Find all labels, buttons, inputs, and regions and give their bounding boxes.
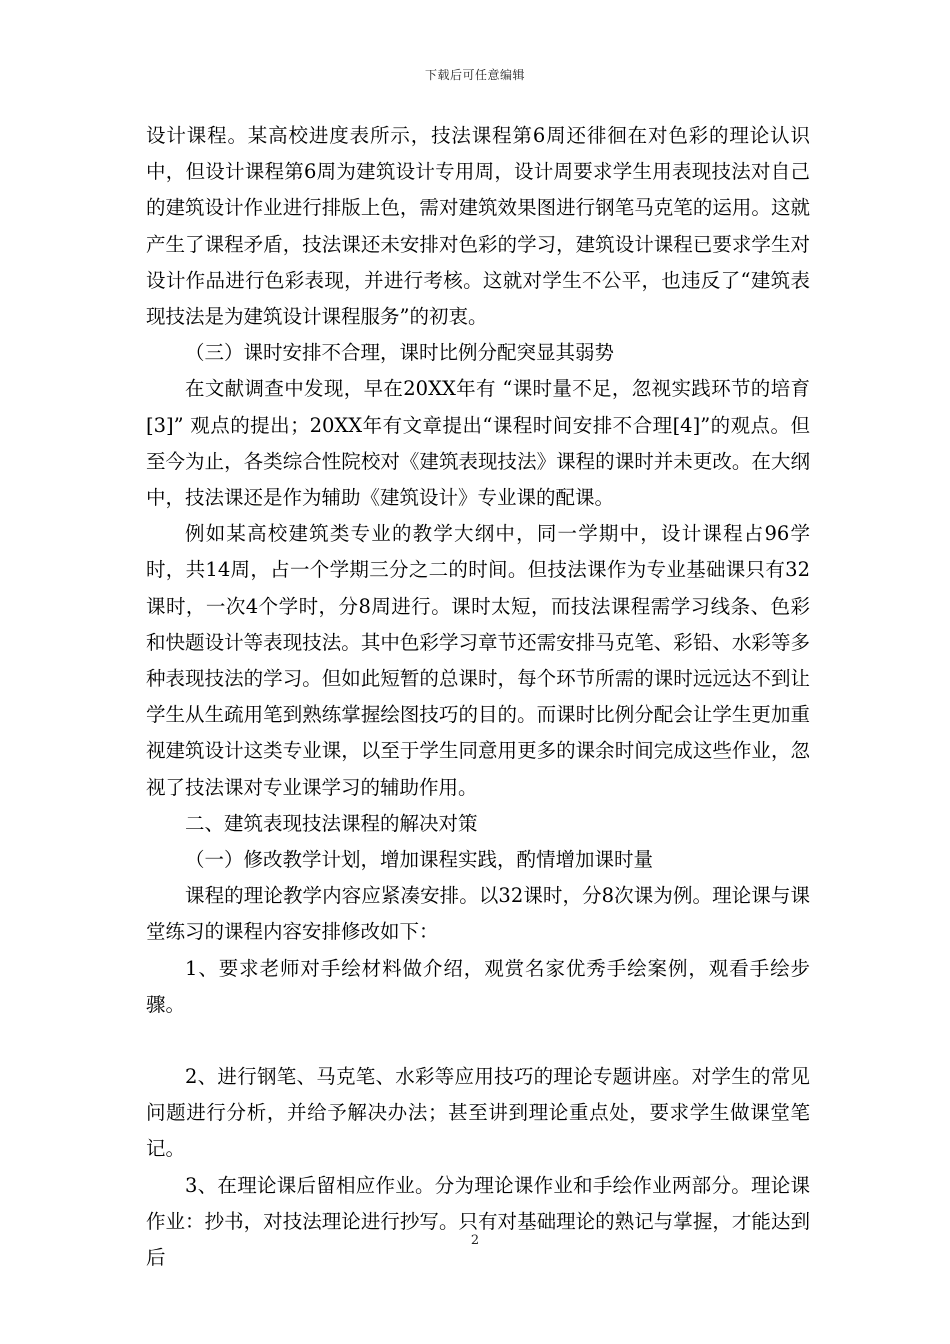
subsection-heading-1: （一）修改教学计划，增加课程实践，酌情增加课时量: [185, 848, 654, 872]
section-heading-2: 二、建筑表现技法课程的解决对策: [185, 811, 478, 835]
paragraph-continuation: 设计课程。某高校进度表所示，技法课程第6周还徘徊在对色彩的理论认识中，但设计课程第6周为建筑设计专用周，设计周要求学生用表现技法对自己的建筑设计作业进行排版上色，需对建筑效果图进行钢笔马克笔的运用。这就产生了课程矛盾，技法课还未安排对色彩的学习，建筑设计课程已要求学生对设计作品进行色彩表现，并进行考核。这就对学生不公平，也违反了“建筑表现技法是为建筑设计课程服务”的初衷。: [146, 124, 810, 329]
paragraph-plan: 课程的理论教学内容应紧凑安排。以32课时，分8次课为例。理论课与课堂练习的课程内容安排修改如下：: [146, 884, 810, 944]
paragraph-literature: 在文献调查中发现，早在20XX年有 “课时量不足，忽视实践环节的培育[3]” 观点的提出；20XX年有文章提出“课程时间安排不合理[4]”的观点。但至今为止，各类综合性院校对《建筑表现技法》课程的课时并未更改。在大纲中，技法课还是作为辅助《建筑设计》专业课的配课。: [146, 377, 810, 510]
page-number: 2: [470, 1233, 480, 1248]
list-item-2: 2、进行钢笔、马克笔、水彩等应用技巧的理论专题讲座。对学生的常见问题进行分析，并给予解决办法；甚至讲到理论重点处，要求学生做课堂笔记。: [146, 1065, 810, 1161]
blank-line: [146, 1023, 810, 1059]
page-header: 下载后可任意编辑: [424, 68, 525, 82]
paragraph-example: 例如某高校建筑类专业的教学大纲中，同一学期中，设计课程占96学时，共14周，占一个学期三分之二的时间。但技法课作为专业基础课只有32课时，一次4个学时，分8周进行。课时太短，而技法课程需学习线条、色彩和快题设计等表现技法。其中色彩学习章节还需安排马克笔、彩铅、水彩等多种表现技法的学习。但如此短暂的总课时，每个环节所需的课时远远达不到让学生从生疏用笔到熟练掌握绘图技巧的目的。而课时比例分配会让学生更加重视建筑设计这类专业课，以至于学生同意用更多的课余时间完成这些作业，忽视了技法课对专业课学习的辅助作用。: [146, 522, 810, 799]
section-heading-3: （三）课时安排不合理，课时比例分配突显其弱势: [185, 341, 615, 365]
list-item-1: 1、要求老师对手绘材料做介绍，观赏名家优秀手绘案例，观看手绘步骤。: [146, 956, 810, 1016]
document-body: [146, 118, 810, 1276]
list-item-3: 3、在理论课后留相应作业。分为理论课作业和手绘作业两部分。理论课作业：抄书，对技法理论进行抄写。只有对基础理论的熟记与掌握，才能达到后: [146, 1173, 810, 1270]
